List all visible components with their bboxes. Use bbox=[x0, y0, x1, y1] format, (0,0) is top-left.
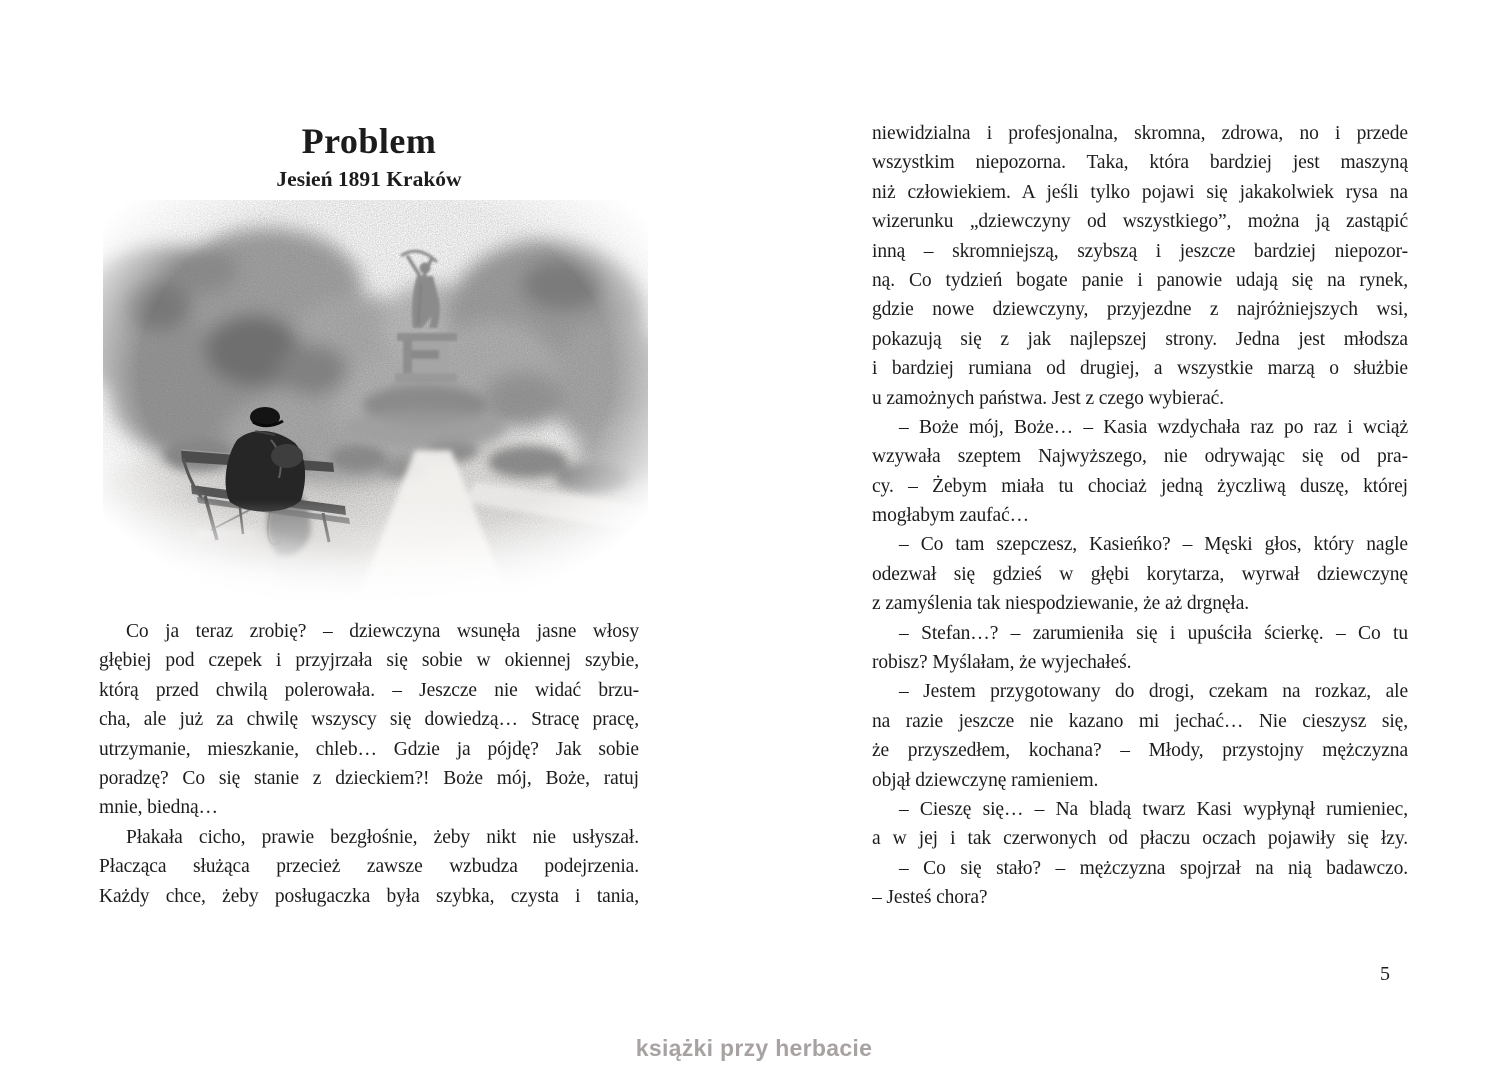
text-line: ną. Co tydzień bogate panie i panowie udają się na rynek, bbox=[872, 269, 1408, 291]
text-line: Płakała cicho, prawie bezgłośnie, żeby nikt nie usłyszał. bbox=[126, 826, 639, 848]
text-line: Każdy chce, żeby posługaczka była szybka, czysta i tania, bbox=[99, 885, 639, 907]
text-line: – Cieszę się… – Na bladą twarz Kasi wypłynął rumieniec, bbox=[899, 798, 1408, 820]
text-line: poradzę? Co się stanie z dzieckiem?! Boże mój, Boże, ratuj bbox=[99, 767, 639, 789]
chapter-title: Problem bbox=[301, 121, 437, 161]
watermark: książki przy herbacie bbox=[635, 1035, 873, 1061]
text-line: odezwał się gdzieś w głębi korytarza, wyrwał dziewczynę bbox=[872, 563, 1408, 585]
text-line: wszystkim niepozorna. Taka, która bardziej jest maszyną bbox=[872, 152, 1408, 174]
text-line: gdzie nowe dziewczyny, przyjezdne z najróżniejszych wsi, bbox=[872, 299, 1408, 321]
text-line: robisz? Myślałam, że wyjechałeś. bbox=[872, 652, 1132, 674]
text-line: głębiej pod czepek i przyjrzała się sobie w okiennej szybie, bbox=[99, 650, 639, 672]
text-line: mogłabym zaufać… bbox=[872, 505, 1030, 527]
left-text-column bbox=[99, 617, 639, 911]
park-bench-illustration bbox=[103, 200, 648, 605]
text-line: inną – skromniejszą, szybszą i jeszcze bardziej niepozor- bbox=[872, 240, 1408, 262]
text-line: pokazują się z jak najlepszej strony. Jedna jest młodsza bbox=[872, 328, 1408, 350]
text-line: na razie jeszcze nie kazano mi jechać… Nie cieszysz się, bbox=[872, 710, 1408, 732]
chapter-subtitle: Jesień 1891 Kraków bbox=[276, 167, 462, 191]
text-line: mnie, biedną… bbox=[99, 797, 218, 819]
right-text-column bbox=[872, 119, 1408, 913]
page-number: 5 bbox=[1380, 963, 1390, 985]
text-line: cy. – Żebym miała tu chociaż jedną życzliwą duszę, której bbox=[872, 475, 1408, 497]
text-line: i bardziej rumiana od drugiej, a wszystkie marzą o służbie bbox=[872, 358, 1408, 380]
text-line: – Co się stało? – mężczyzna spojrzał na nią badawczo. bbox=[899, 857, 1408, 879]
text-line: niż człowiekiem. A jeśli tylko pojawi się jakakolwiek rysa na bbox=[872, 181, 1408, 203]
text-line: wizerunku „dziewczyny od wszystkiego”, można ją zastąpić bbox=[872, 211, 1408, 233]
text-line: u zamożnych państwa. Jest z czego wybierać. bbox=[872, 387, 1224, 409]
text-line: niewidzialna i profesjonalna, skromna, zdrowa, no i przede bbox=[872, 123, 1408, 144]
bottom-fade bbox=[103, 500, 648, 605]
text-line: objął dziewczynę ramieniem. bbox=[872, 769, 1099, 791]
text-line: którą przed chwilą polerowała. – Jeszcze nie widać brzu- bbox=[99, 679, 639, 701]
text-line: a w jej i tak czerwonych od płaczu oczach pojawiły się łzy. bbox=[872, 828, 1408, 850]
text-line: – Jestem przygotowany do drogi, czekam na rozkaz, ale bbox=[899, 681, 1408, 703]
text-line: – Boże mój, Boże… – Kasia wzdychała raz po raz i wciąż bbox=[899, 416, 1408, 438]
text-line: Płacząca służąca przecież zawsze wzbudza podejrzenia. bbox=[99, 856, 639, 878]
text-line: – Jesteś chora? bbox=[872, 887, 988, 909]
text-line: – Stefan…? – zarumieniła się i upuściła ścierkę. – Co tu bbox=[899, 622, 1408, 644]
text-line: Co ja teraz zrobię? – dziewczyna wsunęła jasne włosy bbox=[126, 621, 639, 642]
text-line: – Co tam szepczesz, Kasieńko? – Męski głos, który nagle bbox=[899, 534, 1408, 556]
text-line: że przyszedłem, kochana? – Młody, przystojny mężczyzna bbox=[872, 740, 1408, 762]
text-line: z zamyślenia tak niespodziewanie, że aż drgnęła. bbox=[872, 593, 1250, 615]
text-line: utrzymanie, mieszkanie, chleb… Gdzie ja pójdę? Jak sobie bbox=[99, 738, 639, 760]
text-line: wzywała szeptem Najwyższego, nie odrywając się od pra- bbox=[872, 446, 1408, 468]
text-line: cha, ale już za chwilę wszyscy się dowiedzą… Stracę pracę, bbox=[99, 709, 639, 731]
